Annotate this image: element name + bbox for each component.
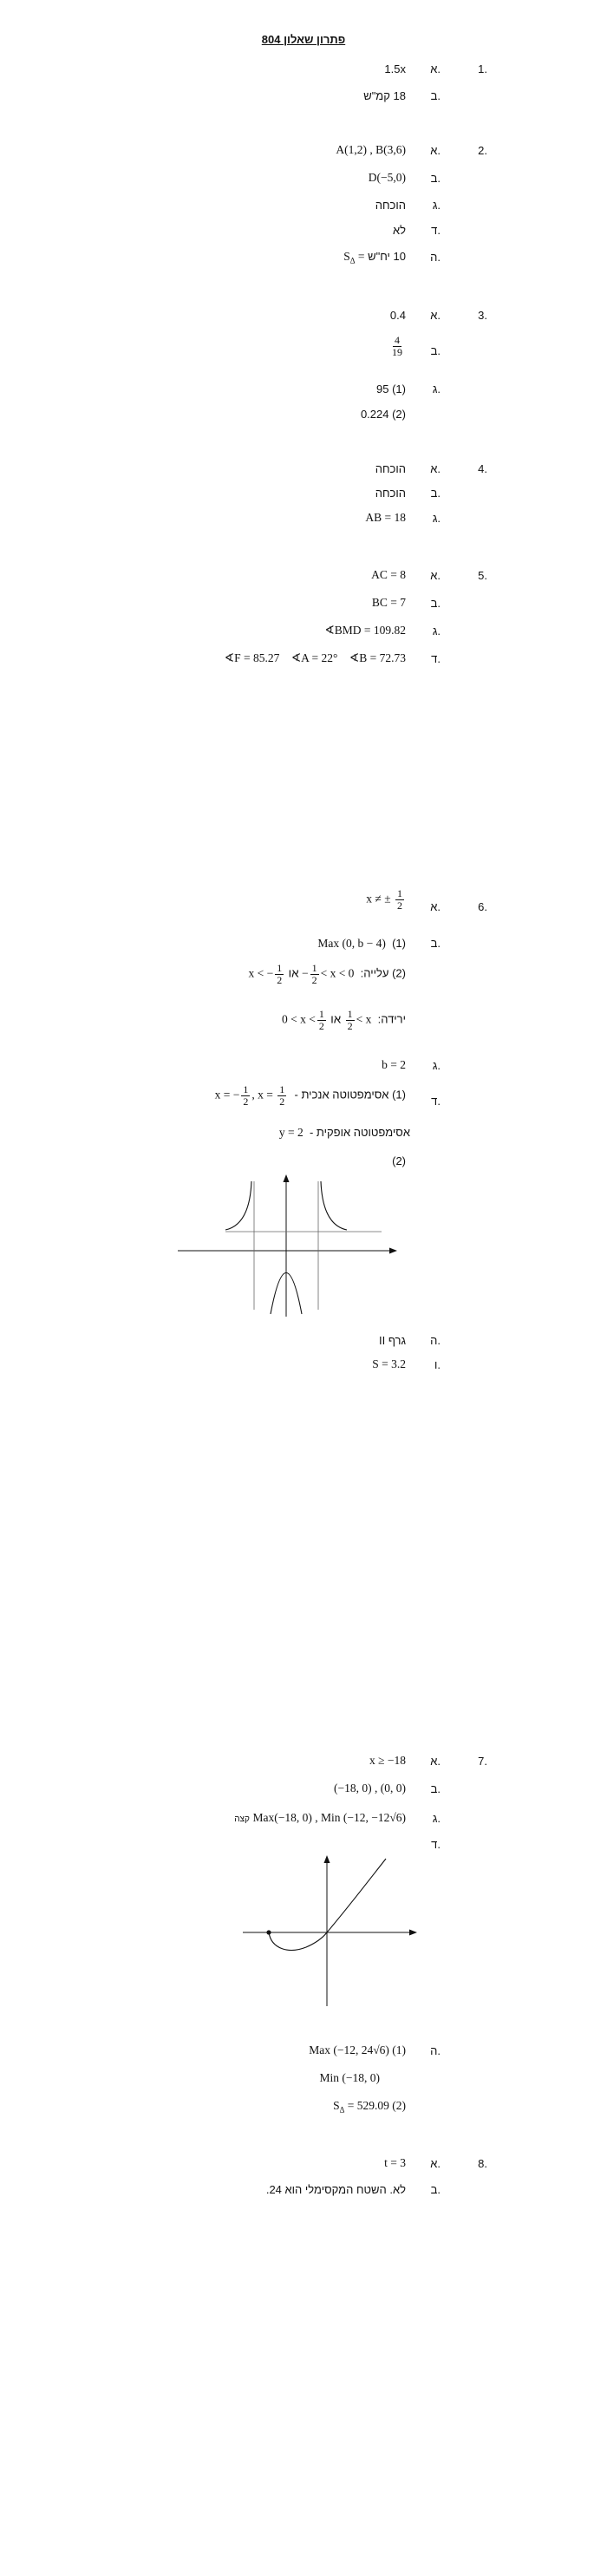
asymptote-left: x = − bbox=[214, 1088, 240, 1102]
answer-6e: גרף II bbox=[379, 1334, 406, 1347]
answer-4b: הוכחה bbox=[375, 487, 406, 500]
area-symbol: S bbox=[333, 2099, 340, 2112]
x-axis-arrow bbox=[409, 1930, 417, 1936]
answer-7b-text: (−18, 0) , (0, 0) bbox=[334, 1782, 406, 1795]
interval-right: < x < 0 bbox=[320, 966, 355, 980]
area-subscript: Δ bbox=[349, 256, 356, 265]
question-number-5: 5. bbox=[478, 569, 487, 582]
answer-6f bbox=[372, 1357, 406, 1371]
fraction-3b-denominator: 19 bbox=[392, 346, 402, 358]
answer-6d-1-horizontal bbox=[279, 1126, 410, 1140]
answer-5d bbox=[225, 651, 406, 665]
fraction-half bbox=[275, 963, 284, 986]
sub-label-4c: ג. bbox=[432, 512, 441, 525]
sub-label-7e: ה. bbox=[430, 2044, 441, 2057]
answer-6b-1-text: Max (0, b − 4) bbox=[317, 937, 386, 950]
answer-5d-text: ∢F = 85.27 ∢A = 22° ∢B = 72.73 bbox=[224, 651, 406, 664]
question-number-1: 1. bbox=[478, 62, 487, 75]
fraction-3b bbox=[390, 335, 404, 358]
answer-6d-2 bbox=[392, 1154, 406, 1167]
minus-sign: − bbox=[301, 966, 309, 980]
answer-1b: 18 קמ"ש bbox=[363, 89, 406, 102]
answer-3b bbox=[388, 335, 406, 358]
question-number-4: 4. bbox=[478, 462, 487, 475]
answer-6d-1 bbox=[215, 1084, 406, 1108]
answer-7e-1b bbox=[320, 2071, 380, 2085]
answer-7e-1-text: Max (−12, 24√6) (1) bbox=[309, 2043, 406, 2056]
sub-label-2e: ה. bbox=[430, 251, 441, 264]
answer-8b: לא. השטח המקסימלי הוא 24. bbox=[265, 2183, 406, 2196]
answer-2e-value: 10 יח"ש bbox=[368, 250, 406, 263]
answer-7e-1b-text: Min (−18, 0) bbox=[319, 2071, 380, 2084]
sub-label-7d: ד. bbox=[431, 1838, 441, 1851]
sub-label-5a: א. bbox=[430, 569, 441, 582]
answer-5a-text: AC = 8 bbox=[371, 568, 406, 581]
interval-left: x < − bbox=[248, 966, 274, 980]
sub-label-5d: ד. bbox=[431, 652, 441, 665]
fraction-half-6a bbox=[395, 888, 404, 912]
answer-2d: לא bbox=[392, 224, 406, 237]
answer-5b-text: BC = 7 bbox=[371, 596, 406, 609]
fraction-half bbox=[241, 1084, 250, 1108]
fraction-numerator: 1 bbox=[311, 962, 317, 974]
answer-7e-2-expr bbox=[333, 2099, 406, 2115]
answer-2b bbox=[369, 171, 406, 185]
sub-label-6a: א. bbox=[430, 900, 441, 913]
question-number-7: 7. bbox=[478, 1755, 487, 1768]
answer-5b bbox=[372, 596, 406, 610]
sub-label-6f: ו. bbox=[434, 1358, 441, 1371]
answer-1a: 1.5x bbox=[384, 62, 406, 75]
sub-label-3b: ב. bbox=[430, 344, 441, 357]
fraction-denominator: 2 bbox=[347, 1020, 353, 1032]
answer-3c-1-text: 95 (1) bbox=[376, 382, 406, 396]
sub-label-2d: ד. bbox=[431, 224, 441, 237]
answer-5a bbox=[371, 568, 406, 582]
or-word: או bbox=[288, 966, 299, 980]
question-number-3: 3. bbox=[478, 309, 487, 322]
answer-2b-text: D(−5,0) bbox=[368, 171, 406, 184]
fraction-denominator: 2 bbox=[397, 899, 402, 912]
sub-label-6b: ב. bbox=[430, 937, 441, 950]
x-axis-arrow bbox=[389, 1248, 397, 1254]
sub-label-3c: ג. bbox=[432, 382, 441, 396]
y-axis-arrow bbox=[284, 1174, 290, 1182]
answer-2e bbox=[343, 250, 406, 265]
answer-4c bbox=[365, 511, 406, 525]
fraction-numerator: 1 bbox=[279, 1083, 285, 1095]
area-value: = 529.09 (2) bbox=[347, 2099, 406, 2112]
fraction-denominator: 2 bbox=[277, 974, 283, 986]
fraction-denominator: 2 bbox=[318, 1020, 324, 1032]
fraction-3b-numerator: 4 bbox=[395, 334, 400, 346]
fraction-numerator: 1 bbox=[318, 1008, 324, 1020]
sub-label-5b: ב. bbox=[430, 597, 441, 610]
answer-8a bbox=[384, 2156, 406, 2170]
answer-6d-2-label: (2) bbox=[392, 1154, 406, 1167]
answer-2a bbox=[336, 143, 406, 157]
vertical-asymptote-label: (1) אסימפטוטה אנכית - bbox=[294, 1088, 406, 1102]
answer-6b-2 bbox=[248, 963, 406, 986]
endpoint-label: קצה bbox=[234, 1814, 250, 1824]
answer-7e-2 bbox=[333, 2099, 406, 2115]
sub-label-1a: א. bbox=[430, 62, 441, 75]
answer-4a: הוכחה bbox=[375, 462, 406, 475]
interval-left: 0 < x < bbox=[282, 1012, 316, 1026]
answer-2c: הוכחה bbox=[375, 199, 406, 212]
answer-7e-1 bbox=[309, 2043, 406, 2057]
sub-label-2a: א. bbox=[430, 144, 441, 157]
answer-6b-3 bbox=[282, 1009, 406, 1032]
sub-label-6d: ד. bbox=[431, 1095, 441, 1108]
sub-label-4a: א. bbox=[430, 462, 441, 475]
question-number-2: 2. bbox=[478, 144, 487, 157]
answer-7c-text: Max(−18, 0) , Min (−12, −12√6) bbox=[252, 1811, 406, 1824]
or-word: או bbox=[330, 1012, 342, 1026]
fraction-half bbox=[277, 1084, 286, 1108]
sub-label-1b: ב. bbox=[430, 89, 441, 102]
sub-label-4b: ב. bbox=[430, 487, 441, 500]
fraction-denominator: 2 bbox=[243, 1095, 249, 1108]
answer-4c-text: AB = 18 bbox=[365, 511, 406, 524]
sub-label-6e: ה. bbox=[430, 1334, 441, 1347]
answer-6a-expr bbox=[366, 888, 406, 912]
area-symbol: S bbox=[343, 250, 350, 263]
fraction-numerator: 1 bbox=[397, 887, 402, 899]
answer-3a: 0.4 bbox=[389, 309, 406, 322]
sub-label-3a: א. bbox=[430, 309, 441, 322]
sub-label-2c: ג. bbox=[432, 199, 441, 212]
question-number-8: 8. bbox=[478, 2157, 487, 2170]
y-axis-arrow bbox=[324, 1855, 330, 1863]
answer-6b-1 bbox=[317, 937, 406, 951]
sub-label-8a: א. bbox=[430, 2157, 441, 2170]
horizontal-asymptote: y = 2 bbox=[278, 1126, 304, 1139]
fraction-half bbox=[317, 1009, 326, 1032]
answer-6f-text: S = 3.2 bbox=[372, 1357, 406, 1370]
answer-2a-text: A(1,2) , B(3,6) bbox=[336, 143, 406, 156]
answer-7a-text: x ≥ −18 bbox=[369, 1754, 406, 1767]
interval-right: < x bbox=[356, 1012, 372, 1026]
question-number-6: 6. bbox=[478, 900, 487, 913]
area-subscript: Δ bbox=[339, 2105, 345, 2115]
graph-q6 bbox=[173, 1171, 399, 1318]
curve-left-branch bbox=[225, 1181, 251, 1230]
fraction-denominator: 2 bbox=[311, 974, 317, 986]
page-title: פתרון שאלון 804 bbox=[261, 33, 346, 46]
fraction-numerator: 1 bbox=[347, 1008, 353, 1020]
answer-6c bbox=[382, 1058, 406, 1072]
sub-label-7a: א. bbox=[430, 1755, 441, 1768]
answer-8a-text: t = 3 bbox=[384, 2156, 406, 2169]
answer-3c-2-text: 0.224 (2) bbox=[360, 408, 406, 421]
answer-6c-text: b = 2 bbox=[382, 1058, 406, 1071]
equals-sign: = bbox=[357, 250, 365, 263]
sub-label-6c: ג. bbox=[432, 1059, 441, 1072]
answer-7c bbox=[234, 1811, 406, 1825]
horizontal-asymptote-label: אסימפטוטה אופקית - bbox=[309, 1126, 410, 1139]
increase-interval bbox=[248, 963, 354, 986]
fraction-half bbox=[346, 1009, 355, 1032]
decrease-label: ירידה: bbox=[377, 1012, 406, 1026]
answer-6a bbox=[366, 888, 406, 912]
sub-label-7c: ג. bbox=[432, 1812, 441, 1825]
answer-5c bbox=[324, 624, 406, 637]
answer-7a bbox=[369, 1754, 406, 1768]
answer-3c-1 bbox=[376, 382, 406, 396]
answer-5c-text: ∢BMD = 109.82 bbox=[324, 624, 406, 637]
answer-6b-1-label: (1) bbox=[392, 937, 406, 950]
answer-3c-2 bbox=[361, 408, 406, 421]
increase-label: (2) עלייה: bbox=[360, 966, 406, 980]
answer-6a-text: x ≠ ± bbox=[366, 892, 391, 906]
fraction-numerator: 1 bbox=[243, 1083, 249, 1095]
endpoint-dot bbox=[266, 1930, 271, 1934]
sub-label-8b: ב. bbox=[430, 2183, 441, 2196]
answer-2e-lhs bbox=[343, 250, 364, 265]
sub-label-5c: ג. bbox=[432, 624, 441, 637]
asymptote-right: , x = bbox=[251, 1088, 273, 1102]
sub-label-2b: ב. bbox=[430, 172, 441, 185]
vertical-asymptotes bbox=[215, 1084, 289, 1108]
answer-7b bbox=[334, 1782, 406, 1795]
graph-q7 bbox=[238, 1852, 425, 2008]
fraction-numerator: 1 bbox=[277, 962, 283, 974]
curve-right-branch bbox=[321, 1181, 347, 1230]
fraction-half bbox=[310, 963, 319, 986]
fraction-denominator: 2 bbox=[279, 1095, 285, 1108]
sub-label-7b: ב. bbox=[430, 1782, 441, 1795]
decrease-interval bbox=[282, 1009, 371, 1032]
